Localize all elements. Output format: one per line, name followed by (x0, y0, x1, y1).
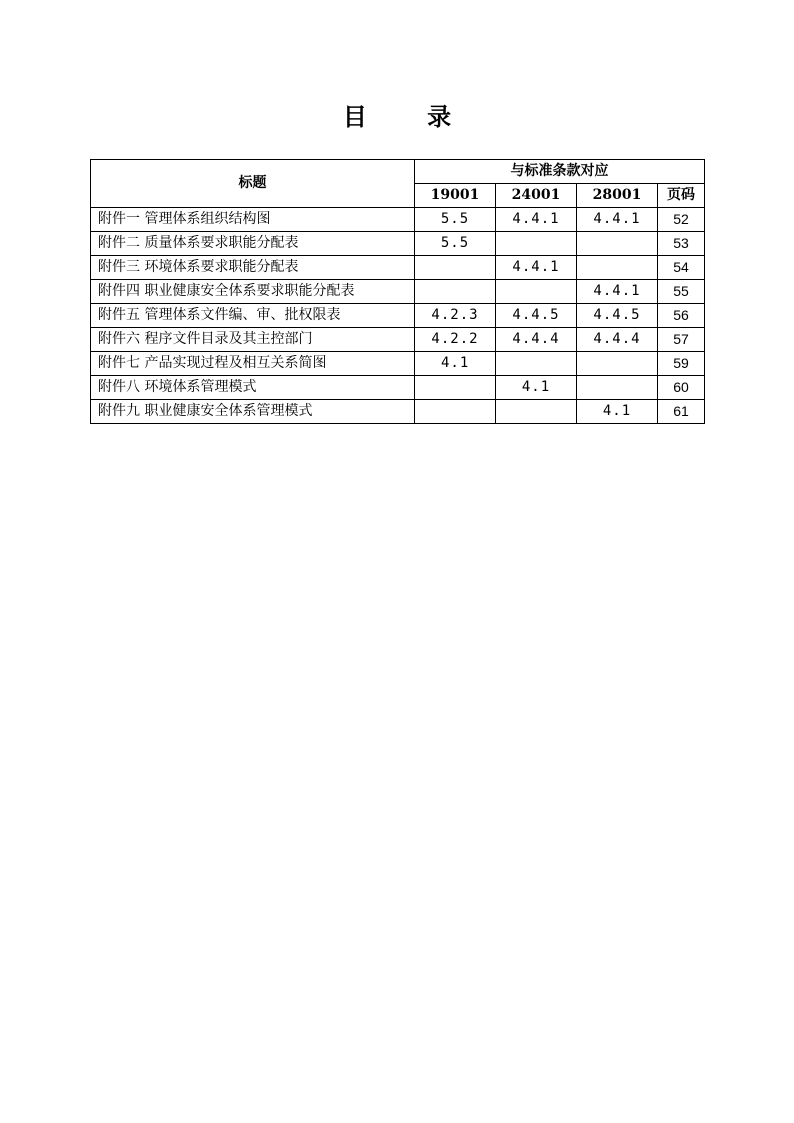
header-19001: 19001 (415, 184, 496, 208)
row-24001: 4.4.4 (496, 328, 577, 352)
header-page: 页码 (658, 184, 705, 208)
row-28001: 4.4.5 (577, 304, 658, 328)
table-row (91, 304, 705, 328)
row-title: 附件七 产品实现过程及相互关系简图 (91, 352, 415, 376)
row-24001: 4.4.5 (496, 304, 577, 328)
toc-table (90, 159, 705, 424)
row-page: 61 (658, 400, 705, 424)
row-24001 (496, 400, 577, 424)
row-19001: 4.1 (415, 352, 496, 376)
table-row (91, 232, 705, 256)
row-title: 附件一 管理体系组织结构图 (91, 208, 415, 232)
row-page: 60 (658, 376, 705, 400)
row-title: 附件五 管理体系文件编、审、批权限表 (91, 304, 415, 328)
row-28001 (577, 352, 658, 376)
row-page: 57 (658, 328, 705, 352)
row-title: 附件三 环境体系要求职能分配表 (91, 256, 415, 280)
table-row (91, 352, 705, 376)
row-28001: 4.4.1 (577, 280, 658, 304)
header-standards-group: 与标准条款对应 (415, 160, 705, 184)
row-24001: 4.4.1 (496, 208, 577, 232)
row-page: 59 (658, 352, 705, 376)
row-19001 (415, 400, 496, 424)
table-row (91, 376, 705, 400)
row-19001: 5.5 (415, 232, 496, 256)
header-24001: 24001 (496, 184, 577, 208)
row-24001: 4.1 (496, 376, 577, 400)
row-24001 (496, 280, 577, 304)
row-title: 附件二 质量体系要求职能分配表 (91, 232, 415, 256)
row-28001: 4.4.4 (577, 328, 658, 352)
row-title: 附件六 程序文件目录及其主控部门 (91, 328, 415, 352)
row-28001 (577, 376, 658, 400)
page-title: 目 录 (342, 102, 478, 131)
row-24001: 4.4.1 (496, 256, 577, 280)
header-title: 标题 (91, 160, 415, 208)
table-row (91, 328, 705, 352)
row-page: 55 (658, 280, 705, 304)
row-19001: 5.5 (415, 208, 496, 232)
row-page: 52 (658, 208, 705, 232)
row-28001: 4.1 (577, 400, 658, 424)
row-title: 附件四 职业健康安全体系要求职能分配表 (91, 280, 415, 304)
row-title: 附件八 环境体系管理模式 (91, 376, 415, 400)
row-19001 (415, 256, 496, 280)
row-19001: 4.2.2 (415, 328, 496, 352)
row-28001 (577, 232, 658, 256)
row-19001 (415, 376, 496, 400)
row-page: 53 (658, 232, 705, 256)
header-row-1 (91, 160, 705, 184)
table-row (91, 208, 705, 232)
table-row (91, 280, 705, 304)
row-page: 56 (658, 304, 705, 328)
header-28001: 28001 (577, 184, 658, 208)
row-19001 (415, 280, 496, 304)
row-19001: 4.2.3 (415, 304, 496, 328)
table-row (91, 256, 705, 280)
row-28001: 4.4.1 (577, 208, 658, 232)
row-24001 (496, 352, 577, 376)
row-28001 (577, 256, 658, 280)
row-page: 54 (658, 256, 705, 280)
row-24001 (496, 232, 577, 256)
row-title: 附件九 职业健康安全体系管理模式 (91, 400, 415, 424)
table-row (91, 400, 705, 424)
